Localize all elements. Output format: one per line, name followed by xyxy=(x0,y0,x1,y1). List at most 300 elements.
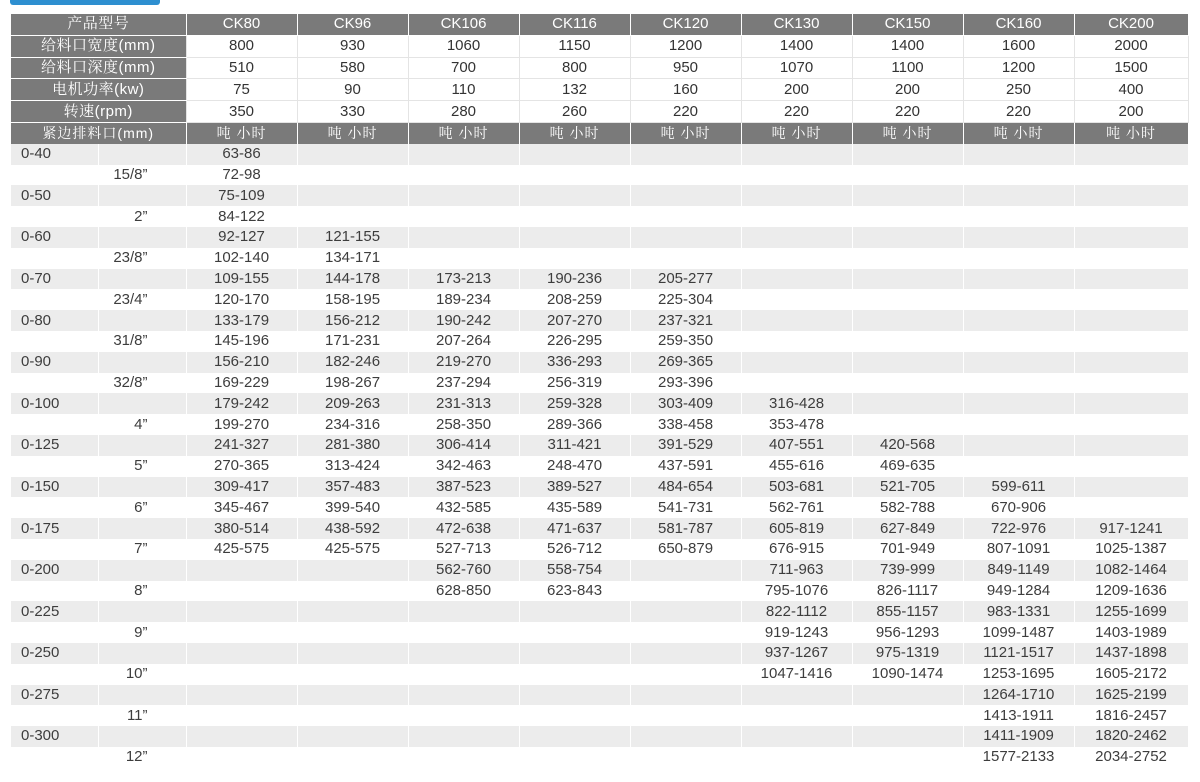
capacity-value xyxy=(963,414,1074,435)
capacity-value: 171-231 xyxy=(297,331,408,352)
capacity-value: 316-428 xyxy=(741,393,852,414)
capacity-value: 484-654 xyxy=(630,477,741,498)
capacity-value xyxy=(963,373,1074,394)
capacity-value: 182-246 xyxy=(297,352,408,373)
capacity-value xyxy=(630,581,741,602)
capacity-value: 670-906 xyxy=(963,497,1074,518)
model-name: CK200 xyxy=(1074,14,1188,35)
capacity-value xyxy=(519,601,630,622)
capacity-row xyxy=(11,726,1188,747)
capacity-value xyxy=(186,685,297,706)
capacity-value xyxy=(408,664,519,685)
crusher-spec-table xyxy=(11,14,1189,768)
capacity-value xyxy=(963,352,1074,373)
unit-label: 吨 小时 xyxy=(1074,122,1188,143)
capacity-value xyxy=(741,747,852,768)
capacity-value: 1403-1989 xyxy=(1074,622,1188,643)
capacity-value: 983-1331 xyxy=(963,601,1074,622)
capacity-value xyxy=(1074,497,1188,518)
spec-label: 给料口深度(mm) xyxy=(11,57,186,79)
setting-range-mm: 0-60 xyxy=(11,227,98,248)
setting-inch xyxy=(98,269,186,290)
capacity-value: 1121-1517 xyxy=(963,643,1074,664)
unit-label: 吨 小时 xyxy=(963,122,1074,143)
capacity-value: 389-527 xyxy=(519,477,630,498)
capacity-value xyxy=(741,227,852,248)
capacity-value: 269-365 xyxy=(630,352,741,373)
spec-value: 260 xyxy=(519,101,630,123)
capacity-value: 1090-1474 xyxy=(852,664,963,685)
setting-range-mm: 0-200 xyxy=(11,560,98,581)
capacity-value xyxy=(630,726,741,747)
unit-label: 吨 小时 xyxy=(741,122,852,143)
capacity-value xyxy=(852,414,963,435)
setting-inch xyxy=(98,685,186,706)
capacity-row xyxy=(11,269,1188,290)
capacity-value xyxy=(963,206,1074,227)
capacity-row xyxy=(11,581,1188,602)
model-header-row xyxy=(11,14,1188,35)
capacity-value xyxy=(519,206,630,227)
setting-inch xyxy=(98,393,186,414)
setting-inch xyxy=(98,310,186,331)
capacity-row xyxy=(11,705,1188,726)
capacity-value xyxy=(630,622,741,643)
spec-value: 160 xyxy=(630,79,741,101)
capacity-value xyxy=(963,185,1074,206)
capacity-value xyxy=(297,622,408,643)
capacity-value xyxy=(519,165,630,186)
capacity-row xyxy=(11,352,1188,373)
capacity-value: 822-1112 xyxy=(741,601,852,622)
capacity-value xyxy=(852,248,963,269)
capacity-value xyxy=(1074,435,1188,456)
capacity-value xyxy=(1074,165,1188,186)
capacity-value xyxy=(1074,310,1188,331)
spec-value: 1200 xyxy=(630,35,741,57)
capacity-value xyxy=(297,643,408,664)
capacity-value: 1255-1699 xyxy=(1074,601,1188,622)
setting-inch: 5” xyxy=(98,456,186,477)
spec-label: 给料口宽度(mm) xyxy=(11,35,186,57)
capacity-row xyxy=(11,747,1188,768)
capacity-value: 169-229 xyxy=(186,373,297,394)
capacity-value: 248-470 xyxy=(519,456,630,477)
spec-value: 220 xyxy=(741,101,852,123)
capacity-value xyxy=(1074,227,1188,248)
capacity-value: 795-1076 xyxy=(741,581,852,602)
capacity-value: 226-295 xyxy=(519,331,630,352)
capacity-value: 241-327 xyxy=(186,435,297,456)
discharge-setting-label: 紧边排料口(mm) xyxy=(11,122,186,143)
capacity-value: 526-712 xyxy=(519,539,630,560)
spec-value: 280 xyxy=(408,101,519,123)
capacity-value xyxy=(852,352,963,373)
spec-value: 220 xyxy=(630,101,741,123)
setting-inch: 6” xyxy=(98,497,186,518)
capacity-value xyxy=(408,726,519,747)
capacity-value: 676-915 xyxy=(741,539,852,560)
capacity-value: 63-86 xyxy=(186,144,297,165)
capacity-value xyxy=(297,601,408,622)
capacity-value: 219-270 xyxy=(408,352,519,373)
capacity-value: 391-529 xyxy=(630,435,741,456)
capacity-value xyxy=(519,664,630,685)
capacity-value: 256-319 xyxy=(519,373,630,394)
setting-range-mm: 0-80 xyxy=(11,310,98,331)
capacity-value: 956-1293 xyxy=(852,622,963,643)
setting-inch: 23/8” xyxy=(98,248,186,269)
capacity-value xyxy=(1074,185,1188,206)
capacity-value xyxy=(852,705,963,726)
capacity-value: 345-467 xyxy=(186,497,297,518)
capacity-value xyxy=(741,269,852,290)
capacity-value: 134-171 xyxy=(297,248,408,269)
spec-value: 930 xyxy=(297,35,408,57)
capacity-value xyxy=(186,705,297,726)
model-name: CK130 xyxy=(741,14,852,35)
capacity-row xyxy=(11,435,1188,456)
capacity-value xyxy=(852,206,963,227)
capacity-value xyxy=(1074,373,1188,394)
capacity-value xyxy=(1074,206,1188,227)
capacity-value xyxy=(186,664,297,685)
capacity-value xyxy=(852,165,963,186)
capacity-value xyxy=(741,310,852,331)
top-accent-bar xyxy=(0,0,1200,12)
capacity-value xyxy=(186,622,297,643)
spec-row xyxy=(11,35,1188,57)
capacity-value xyxy=(186,560,297,581)
capacity-row xyxy=(11,206,1188,227)
capacity-value xyxy=(852,393,963,414)
capacity-value xyxy=(1074,269,1188,290)
setting-range-mm xyxy=(11,747,98,768)
capacity-value xyxy=(1074,393,1188,414)
capacity-value: 1047-1416 xyxy=(741,664,852,685)
capacity-value xyxy=(852,726,963,747)
setting-range-mm: 0-150 xyxy=(11,477,98,498)
capacity-value: 289-366 xyxy=(519,414,630,435)
capacity-value: 623-843 xyxy=(519,581,630,602)
capacity-value: 353-478 xyxy=(741,414,852,435)
capacity-value xyxy=(297,581,408,602)
capacity-value xyxy=(852,331,963,352)
setting-range-mm: 0-225 xyxy=(11,601,98,622)
capacity-value: 425-575 xyxy=(186,539,297,560)
setting-inch xyxy=(98,518,186,539)
capacity-value xyxy=(630,601,741,622)
capacity-value xyxy=(519,144,630,165)
setting-inch: 11” xyxy=(98,705,186,726)
spec-row xyxy=(11,57,1188,79)
capacity-value xyxy=(297,144,408,165)
capacity-value xyxy=(519,705,630,726)
model-name: CK106 xyxy=(408,14,519,35)
capacity-value: 807-1091 xyxy=(963,539,1074,560)
capacity-row xyxy=(11,373,1188,394)
capacity-value: 1820-2462 xyxy=(1074,726,1188,747)
capacity-value xyxy=(963,435,1074,456)
capacity-value: 357-483 xyxy=(297,477,408,498)
capacity-row xyxy=(11,289,1188,310)
setting-range-mm: 0-175 xyxy=(11,518,98,539)
capacity-value: 2034-2752 xyxy=(1074,747,1188,768)
capacity-value: 225-304 xyxy=(630,289,741,310)
capacity-value: 207-270 xyxy=(519,310,630,331)
model-name: CK96 xyxy=(297,14,408,35)
setting-range-mm: 0-125 xyxy=(11,435,98,456)
unit-label: 吨 小时 xyxy=(630,122,741,143)
spec-value: 350 xyxy=(186,101,297,123)
capacity-value: 208-259 xyxy=(519,289,630,310)
setting-range-mm: 0-275 xyxy=(11,685,98,706)
capacity-value: 102-140 xyxy=(186,248,297,269)
setting-range-mm xyxy=(11,248,98,269)
capacity-value: 650-879 xyxy=(630,539,741,560)
capacity-value: 701-949 xyxy=(852,539,963,560)
setting-inch: 31/8” xyxy=(98,331,186,352)
capacity-value: 259-328 xyxy=(519,393,630,414)
capacity-value xyxy=(519,185,630,206)
capacity-value: 231-313 xyxy=(408,393,519,414)
unit-label: 吨 小时 xyxy=(408,122,519,143)
capacity-value xyxy=(297,685,408,706)
capacity-value: 949-1284 xyxy=(963,581,1074,602)
capacity-value: 92-127 xyxy=(186,227,297,248)
capacity-value: 205-277 xyxy=(630,269,741,290)
capacity-value xyxy=(297,747,408,768)
capacity-value: 380-514 xyxy=(186,518,297,539)
capacity-row xyxy=(11,539,1188,560)
capacity-value: 259-350 xyxy=(630,331,741,352)
capacity-value: 562-761 xyxy=(741,497,852,518)
capacity-value xyxy=(630,248,741,269)
capacity-value xyxy=(630,643,741,664)
capacity-value: 399-540 xyxy=(297,497,408,518)
setting-range-mm: 0-50 xyxy=(11,185,98,206)
capacity-value xyxy=(408,747,519,768)
capacity-value: 198-267 xyxy=(297,373,408,394)
capacity-value: 627-849 xyxy=(852,518,963,539)
capacity-value xyxy=(630,560,741,581)
capacity-value xyxy=(186,747,297,768)
capacity-value xyxy=(852,144,963,165)
unit-row xyxy=(11,122,1188,143)
capacity-value xyxy=(408,685,519,706)
capacity-value xyxy=(741,144,852,165)
capacity-value xyxy=(519,747,630,768)
capacity-value: 471-637 xyxy=(519,518,630,539)
capacity-value: 237-294 xyxy=(408,373,519,394)
capacity-value xyxy=(519,248,630,269)
capacity-value xyxy=(963,310,1074,331)
setting-range-mm xyxy=(11,373,98,394)
setting-inch xyxy=(98,601,186,622)
capacity-value: 199-270 xyxy=(186,414,297,435)
capacity-value: 75-109 xyxy=(186,185,297,206)
model-name: CK150 xyxy=(852,14,963,35)
setting-range-mm: 0-100 xyxy=(11,393,98,414)
capacity-value xyxy=(630,685,741,706)
capacity-value: 156-210 xyxy=(186,352,297,373)
capacity-value: 84-122 xyxy=(186,206,297,227)
capacity-value: 120-170 xyxy=(186,289,297,310)
spec-label: 转速(rpm) xyxy=(11,101,186,123)
spec-table-body xyxy=(11,14,1188,768)
spec-value: 1150 xyxy=(519,35,630,57)
capacity-row xyxy=(11,622,1188,643)
capacity-value xyxy=(741,373,852,394)
capacity-value: 190-236 xyxy=(519,269,630,290)
capacity-value xyxy=(963,269,1074,290)
capacity-value xyxy=(630,185,741,206)
spec-value: 220 xyxy=(852,101,963,123)
capacity-value: 121-155 xyxy=(297,227,408,248)
capacity-value xyxy=(630,664,741,685)
capacity-value: 293-396 xyxy=(630,373,741,394)
capacity-value xyxy=(1074,248,1188,269)
capacity-value xyxy=(963,248,1074,269)
capacity-value xyxy=(519,726,630,747)
spec-value: 1400 xyxy=(852,35,963,57)
capacity-value: 144-178 xyxy=(297,269,408,290)
capacity-row xyxy=(11,685,1188,706)
capacity-value xyxy=(297,664,408,685)
capacity-value xyxy=(741,331,852,352)
capacity-value: 133-179 xyxy=(186,310,297,331)
capacity-row xyxy=(11,227,1188,248)
setting-range-mm: 0-300 xyxy=(11,726,98,747)
spec-value: 250 xyxy=(963,79,1074,101)
capacity-value xyxy=(741,289,852,310)
capacity-value xyxy=(297,705,408,726)
capacity-value: 311-421 xyxy=(519,435,630,456)
capacity-value xyxy=(963,227,1074,248)
spec-value: 400 xyxy=(1074,79,1188,101)
setting-inch xyxy=(98,227,186,248)
setting-inch xyxy=(98,726,186,747)
capacity-value xyxy=(963,289,1074,310)
capacity-value xyxy=(852,227,963,248)
capacity-value xyxy=(963,144,1074,165)
capacity-value: 190-242 xyxy=(408,310,519,331)
model-name: CK160 xyxy=(963,14,1074,35)
capacity-value xyxy=(1074,144,1188,165)
capacity-value: 437-591 xyxy=(630,456,741,477)
capacity-value: 849-1149 xyxy=(963,560,1074,581)
capacity-row xyxy=(11,414,1188,435)
capacity-value xyxy=(852,269,963,290)
capacity-value xyxy=(963,165,1074,186)
setting-range-mm xyxy=(11,539,98,560)
setting-range-mm xyxy=(11,414,98,435)
setting-range-mm xyxy=(11,581,98,602)
spec-value: 110 xyxy=(408,79,519,101)
unit-label: 吨 小时 xyxy=(297,122,408,143)
capacity-value: 336-293 xyxy=(519,352,630,373)
capacity-value: 582-788 xyxy=(852,497,963,518)
spec-value: 1200 xyxy=(963,57,1074,79)
spec-label: 电机功率(kw) xyxy=(11,79,186,101)
capacity-value xyxy=(630,705,741,726)
capacity-value xyxy=(852,373,963,394)
capacity-value xyxy=(741,248,852,269)
capacity-value xyxy=(519,685,630,706)
setting-inch: 8” xyxy=(98,581,186,602)
spec-value: 132 xyxy=(519,79,630,101)
capacity-value: 521-705 xyxy=(852,477,963,498)
setting-inch: 7” xyxy=(98,539,186,560)
capacity-value: 469-635 xyxy=(852,456,963,477)
capacity-value xyxy=(519,643,630,664)
capacity-value: 826-1117 xyxy=(852,581,963,602)
capacity-value: 179-242 xyxy=(186,393,297,414)
capacity-value: 599-611 xyxy=(963,477,1074,498)
capacity-value: 1099-1487 xyxy=(963,622,1074,643)
capacity-value xyxy=(1074,456,1188,477)
capacity-value xyxy=(852,185,963,206)
capacity-value xyxy=(852,310,963,331)
setting-inch xyxy=(98,185,186,206)
capacity-row xyxy=(11,393,1188,414)
capacity-value: 855-1157 xyxy=(852,601,963,622)
capacity-value xyxy=(297,165,408,186)
capacity-value: 541-731 xyxy=(630,497,741,518)
spec-value: 1060 xyxy=(408,35,519,57)
capacity-value: 306-414 xyxy=(408,435,519,456)
capacity-value: 1437-1898 xyxy=(1074,643,1188,664)
capacity-value: 1413-1911 xyxy=(963,705,1074,726)
setting-range-mm: 0-90 xyxy=(11,352,98,373)
spec-row xyxy=(11,79,1188,101)
capacity-value: 303-409 xyxy=(630,393,741,414)
capacity-value xyxy=(297,726,408,747)
capacity-value: 237-321 xyxy=(630,310,741,331)
capacity-value xyxy=(408,206,519,227)
capacity-row xyxy=(11,331,1188,352)
capacity-value: 109-155 xyxy=(186,269,297,290)
capacity-value xyxy=(519,227,630,248)
capacity-row xyxy=(11,601,1188,622)
capacity-row xyxy=(11,560,1188,581)
capacity-value: 338-458 xyxy=(630,414,741,435)
capacity-value: 605-819 xyxy=(741,518,852,539)
capacity-value xyxy=(186,726,297,747)
model-name: CK80 xyxy=(186,14,297,35)
capacity-value: 258-350 xyxy=(408,414,519,435)
capacity-value xyxy=(186,643,297,664)
spec-value: 75 xyxy=(186,79,297,101)
capacity-row xyxy=(11,310,1188,331)
setting-inch xyxy=(98,352,186,373)
capacity-value xyxy=(408,248,519,269)
capacity-value xyxy=(741,685,852,706)
unit-label: 吨 小时 xyxy=(186,122,297,143)
capacity-value xyxy=(297,185,408,206)
spec-value: 1100 xyxy=(852,57,963,79)
setting-range-mm xyxy=(11,165,98,186)
capacity-value xyxy=(297,560,408,581)
capacity-row xyxy=(11,456,1188,477)
capacity-value: 1577-2133 xyxy=(963,747,1074,768)
capacity-value xyxy=(1074,477,1188,498)
capacity-row xyxy=(11,497,1188,518)
setting-range-mm xyxy=(11,456,98,477)
setting-inch xyxy=(98,144,186,165)
setting-range-mm: 0-40 xyxy=(11,144,98,165)
capacity-value xyxy=(408,643,519,664)
